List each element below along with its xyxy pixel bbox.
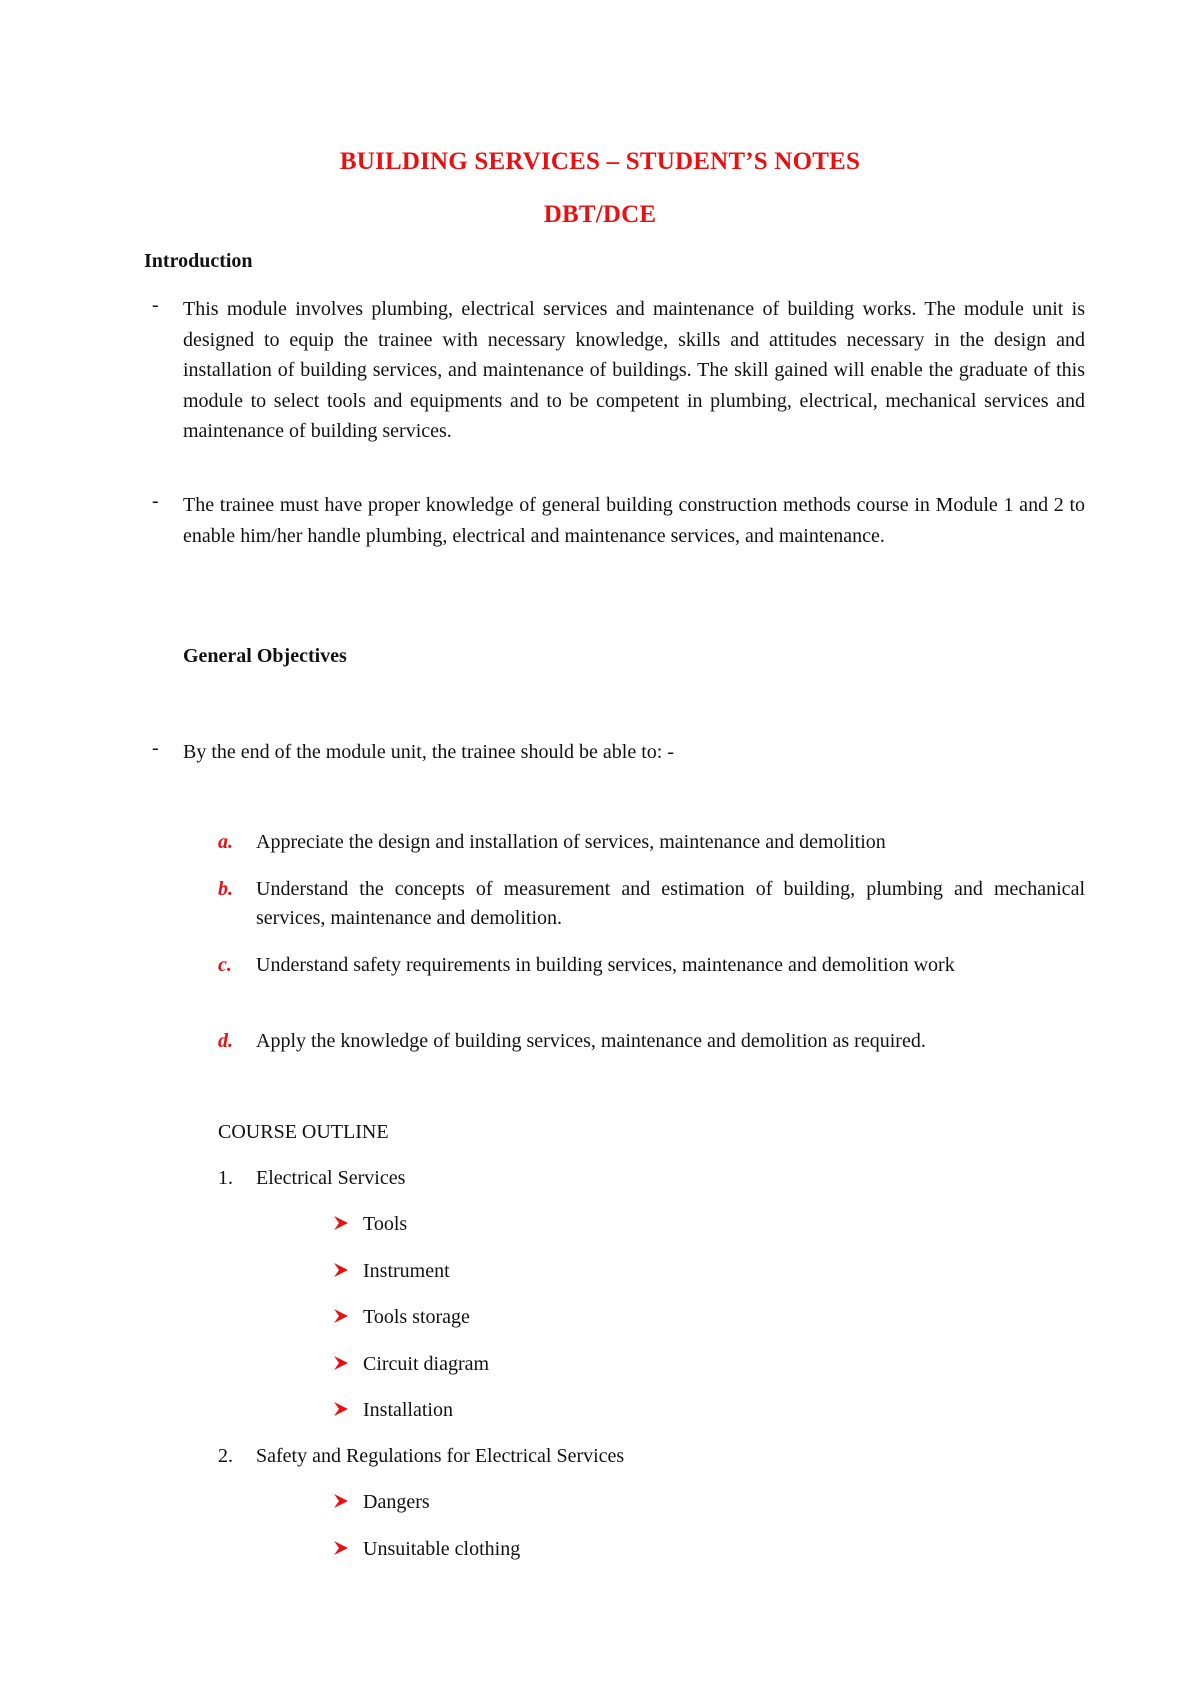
dash-bullet: - [152, 294, 159, 316]
objective-letter: c. [218, 954, 232, 976]
section-number: 1. [218, 1167, 233, 1189]
objective-text: Apply the knowledge of building services, maintenance and demolition as required. [256, 1030, 926, 1052]
arrowhead-bullet-icon [333, 1355, 349, 1371]
objective-text: Understand safety requirements in building services, maintenance and demolition work [256, 954, 955, 976]
dash-bullet: - [152, 490, 159, 512]
objectives-heading: General Objectives [183, 645, 347, 667]
list-item-text: Installation [363, 1399, 453, 1421]
arrowhead-bullet-icon [333, 1493, 349, 1509]
document-subtitle: DBT/DCE [543, 201, 657, 228]
dash-bullet: - [152, 737, 159, 759]
objective-letter: b. [218, 878, 233, 900]
list-item-text: Tools storage [363, 1306, 470, 1328]
arrowhead-bullet-icon [333, 1540, 349, 1556]
objective-text: Understand the concepts of measurement and estimation of building, plumbing and mechanical services, maintenance and demolition. [256, 878, 1085, 929]
objective-text: Appreciate the design and installation of services, maintenance and demolition [256, 831, 886, 853]
objective-letter: a. [218, 831, 233, 853]
arrowhead-bullet-icon [333, 1308, 349, 1324]
list-item-text: Tools [363, 1213, 408, 1235]
arrowhead-bullet-icon [333, 1401, 349, 1417]
section-title: Safety and Regulations for Electrical Services [256, 1445, 625, 1467]
list-item-text: Instrument [363, 1260, 450, 1282]
introduction-paragraph-2: The trainee must have proper knowledge of general building construction methods course in Module 1 and 2 to enable him/her handle plumbing, electrical and maintenance services, and maintenance. [183, 494, 1085, 547]
list-item-text: Unsuitable clothing [363, 1538, 521, 1560]
objective-letter: d. [218, 1030, 233, 1052]
list-item-text: Circuit diagram [363, 1353, 490, 1375]
introduction-paragraph-1: This module involves plumbing, electrical services and maintenance of building works. The module unit is designed to equip the trainee with necessary knowledge, skills and attitudes necessary in the design and installation of building services, and maintenance of buildings. The skill gained will enable the graduate of this module to select tools and equipments and to be competent in plumbing, electrical, mechanical services and maintenance of building services. [183, 298, 1085, 442]
course-outline-heading: COURSE OUTLINE [218, 1121, 389, 1143]
section-number: 2. [218, 1445, 233, 1467]
document-title: BUILDING SERVICES – STUDENT’S NOTES [339, 148, 861, 175]
objectives-lead: By the end of the module unit, the trainee should be able to: - [183, 741, 674, 763]
arrowhead-bullet-icon [333, 1262, 349, 1278]
list-item-text: Dangers [363, 1491, 430, 1513]
introduction-heading: Introduction [144, 250, 253, 272]
section-title: Electrical Services [256, 1167, 406, 1189]
arrowhead-bullet-icon [333, 1215, 349, 1231]
